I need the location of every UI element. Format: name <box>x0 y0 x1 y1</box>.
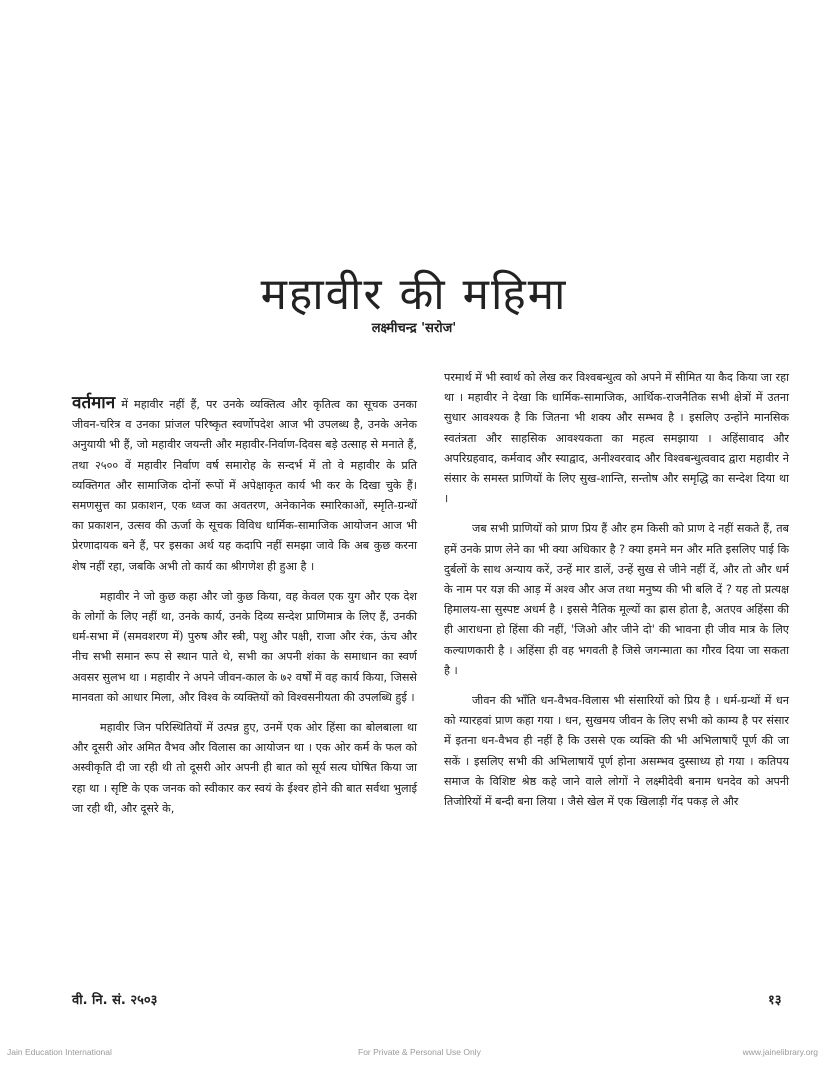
website-link[interactable]: www.jainelibrary.org <box>742 1047 818 1057</box>
opening-word: वर्तमान <box>72 393 116 413</box>
watermark-bar <box>0 1045 828 1061</box>
issue-label: वी. नि. सं. २५०३ <box>72 993 158 1008</box>
right-column <box>444 368 789 822</box>
left-column <box>72 393 417 829</box>
paragraph: महावीर ने जो कुछ कहा और जो कुछ किया, वह केवल एक युग और एक देश के लोगों के लिए नहीं था, उनके कार्य, उनके दिव्य सन्देश प्राणिमात्र के लिए हैं, उनकी धर्म-सभा में (समवशरण में) पुरुष और स्त्री, पशु और पक्षी, राजा और रंक, ऊंच और नीच सभी समान रूप से स्थान पाते थे, सभी का अपनी शंका के समाधान का स्वर्ण अवसर सुलभ था । महावीर ने अपने जीवन-काल के ७२ वर्षों में वह कार्य किया, जिससे मानवता को आधार मिला, और विश्व के व्यक्तियों को विश्वसनीयता की उपलब्धि हुई । <box>72 589 417 704</box>
publisher-label: Jain Education International <box>7 1047 112 1057</box>
page-number: १३ <box>768 993 782 1008</box>
paragraph: जब सभी प्राणियों को प्राण प्रिय हैं और हम किसी को प्राण दे नहीं सकते हैं, तब हमें उनके प्राण लेने का भी क्या अधिकार है ? क्या हमने मन और मति इसलिए पाई कि दुर्बलों के साथ अन्याय करें, उन्हें मार डालें, उन्हें सुख से जीने नहीं दें, और तो और धर्म के नाम पर यज्ञ की आड़ में अश्व और अज तथा मनुष्य की भी बलि दें ? यह तो प्रत्यक्ष हिमालय-सा सुस्पष्ट अधर्म है । इससे नैतिक मूल्यों का ह्रास होता है, अतएव अहिंसा की ही आराधना हो हिंसा की नहीं, 'जिओ और जीने दो' की भावना ही जीव मात्र के लिए कल्याणकारी है । अहिंसा ही वह भगवती है जिसे जगन्माता का गौरव दिया जा सकता है । <box>444 522 789 677</box>
article-author: लक्ष्मीचन्द्र 'सरोज' <box>371 321 457 336</box>
paragraph: जीवन की भाँति धन-वैभव-विलास भी संसारियों को प्रिय है । धर्म-ग्रन्थों में धन को ग्यारहवां प्राण कहा गया । धन, सुखमय जीवन के लिए सभी को काम्य है पर संसार में इतना धन-वैभव ही नहीं है कि उससे एक व्यक्ति की भी अभिलाषाएँ पूर्ण की जा सकें । इसलिए सभी की अभिलाषायें पूर्ण होना असम्भव दुस्साध्य हो गया । कतिपय समाज के विशिष्ट श्रेष्ठ कहे जाने वाले लोगों ने लक्ष्मीदेवी बनाम धनदेव को अपनी तिजोरियों में बन्दी बना लिया । जैसे खेल में एक खिलाड़ी गेंद पकड़ ले और <box>444 694 789 809</box>
paragraph: महावीर जिन परिस्थितियों में उत्पन्न हुए, उनमें एक ओर हिंसा का बोलबाला था और दूसरी ओर अमित वैभव और विलास का आयोजन था । एक ओर कर्म के फल को अस्वीकृति दी जा रही थी तो दूसरी ओर अपनी ही बात को सूर्य सत्य घोषित किया जा रहा था । सृष्टि के एक जनक को स्वीकार कर स्वयं के ईश्वर होने की बात सर्वथा भुलाई जा रही थी, और दूसरे के, <box>72 721 417 815</box>
usage-notice: For Private & Personal Use Only <box>358 1047 481 1057</box>
paragraph: वर्तमान में महावीर नहीं हैं, पर उनके व्यक्तित्व और कृतित्व का सूचक उनका जीवन-चरित्र व उनका प्रांजल परिष्कृत स्वर्णोपदेश आज भी उपलब्ध है, उनके अनेक अनुयायी भी हैं, जो महावीर जयन्ती और महावीर-निर्वाण-दिवस बड़े उत्साह से मनाते हैं, तथा २५०० वें महावीर निर्वाण वर्ष समारोह के सन्दर्भ में तो वे महावीर के प्रति व्यक्तिगत और सामाजिक दोनों रूपों में अपेक्षाकृत कार्य भी कर के दिखा चुके हैं। समणसुत्त का प्रकाशन, एक ध्वज का अवतरण, अनेकानेक स्मारिकाओं, स्मृति-ग्रन्थों का प्रकाशन, उत्सव की ऊर्जा के सूचक विविध धार्मिक-सामाजिक आयोजन आज भी प्रेरणादायक बने हैं, पर इसका अर्थ यह कदापि नहीं समझा जावे कि अब कुछ करना शेष नहीं रहा, जबकि अभी तो कार्य का श्रीगणेश ही हुआ है । <box>72 393 417 573</box>
article-title: महावीर की महिमा <box>260 269 568 320</box>
paragraph: परमार्थ में भी स्वार्थ को लेख कर विश्वबन्धुत्व को अपने में सीमित या कैद किया जा रहा था । महावीर ने देखा कि धार्मिक-सामाजिक, आर्थिक-राजनैतिक सभी क्षेत्रों में उतना सुधार आवश्यक है कि जितना भी शक्य और सम्भव है । इसलिए उन्होंने मानसिक स्वतंत्रता और साहसिक आवश्यकता का महत्व समझाया । अहिंसावाद और अपरिग्रहवाद, कर्मवाद और स्याद्वाद, अनीश्वरवाद और विश्वबन्धुत्ववाद द्वारा महावीर ने संसार के समस्त प्राणियों के लिए सुख-शान्ति, सन्तोष और समृद्धि का सन्देश दिया था । <box>444 371 789 506</box>
